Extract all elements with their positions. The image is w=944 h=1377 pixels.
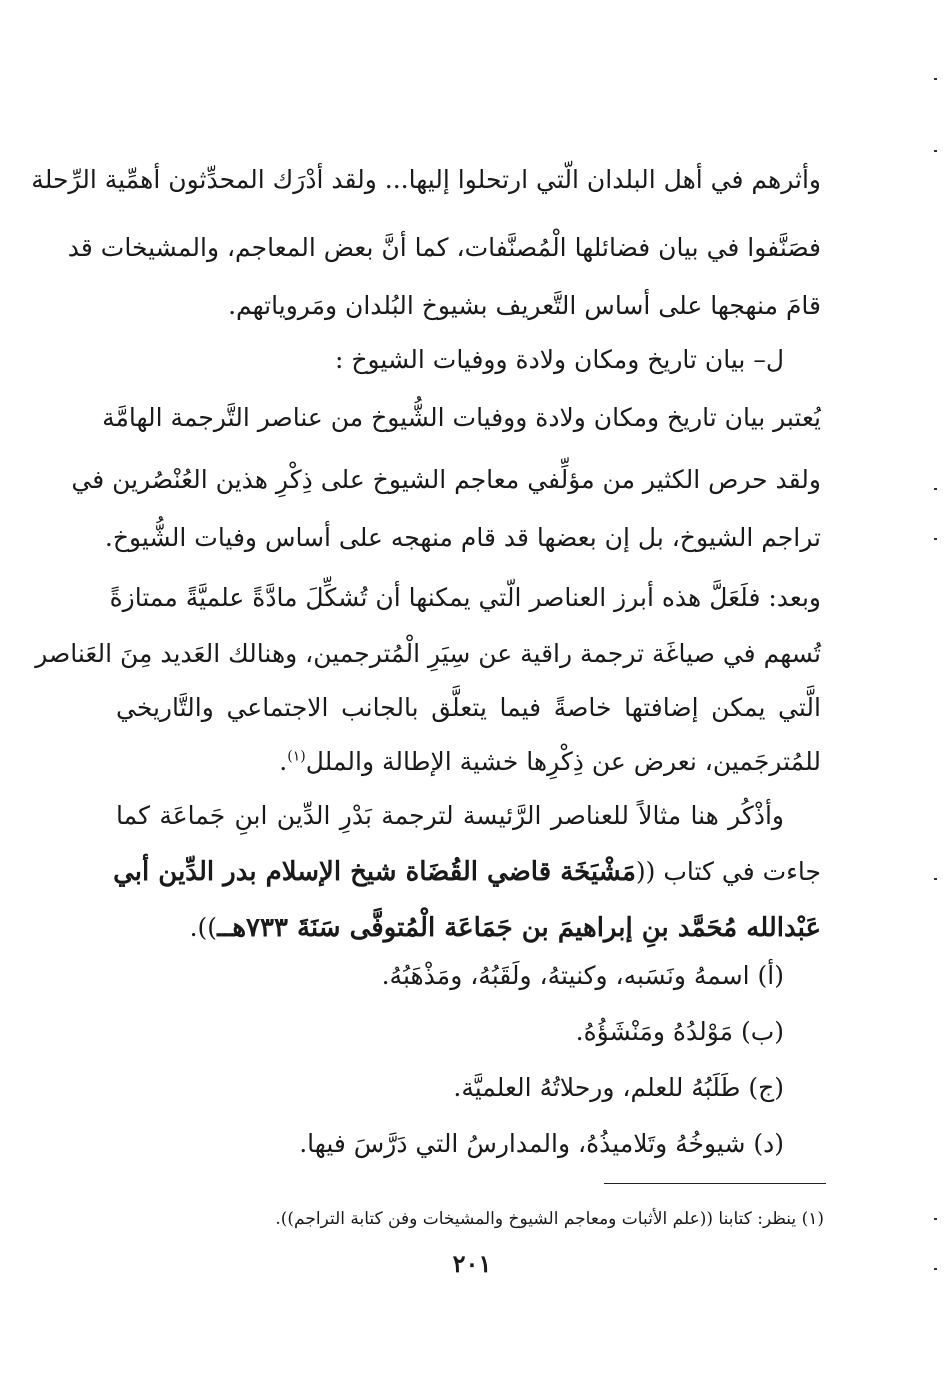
section-heading: ل– بيان تاريخ ومكان ولادة ووفيات الشيوخ : (335, 345, 784, 374)
paragraph-line: الَّتي يمكن إضافتها خاصةً فيما يتعلَّق بالجانب الاجتماعي والتَّاريخي (116, 693, 821, 722)
paragraph-line: فصَنَّفوا في بيان فضائلها الْمُصنَّفات، كما أنَّ بعض المعاجم، والمشيخات قد (67, 233, 821, 262)
list-item: (د) شيوخُهُ وتَلاميذُهُ، والمدارسُ التي دَرَّسَ فيها. (299, 1129, 784, 1158)
scan-artifact (934, 538, 937, 540)
list-item: (ب) مَوْلدُهُ ومَنْشَؤُهُ. (575, 1017, 784, 1046)
scan-artifact (934, 78, 937, 80)
scan-artifact (934, 488, 937, 490)
footnote-reference[interactable]: (١) (287, 748, 306, 765)
scan-artifact (934, 150, 937, 152)
book-close: )). (189, 913, 218, 942)
list-item: (أ) اسمهُ ونَسَبه، وكنيتهُ، ولَقَبُهُ، ومَذْهَبُهُ. (381, 961, 784, 990)
paragraph-line: ولقد حرص الكثير من مؤلِّفي معاجم الشيوخ على ذِكْرِ هذين العُنْصُرين في (71, 465, 821, 494)
footnote: (١) ينظر: كتابنا ((علم الأثبات ومعاجم الشيوخ والمشيخات وفن كتابة التراجم)). (275, 1209, 824, 1229)
paragraph-line (116, 908, 821, 948)
paragraph-line: وأذْكُر هنا مثالاً للعناصر الرَّئيسة لترجمة بَدْرِ الدِّين ابنِ جَماعَة كما (116, 801, 784, 830)
paragraph-line: يُعتبر بيان تاريخ ومكان ولادة ووفيات الشُّيوخ من عناصر التَّرجمة الهامَّة (102, 403, 821, 432)
line-end-mark: . (279, 747, 288, 776)
scan-artifact (934, 1218, 937, 1220)
paragraph-line: تُسهم في صياغَة ترجمة راقية عن سِيَرِ الْمُترجمين، وهنالك العَديد مِنَ العَناصر (35, 639, 821, 668)
paragraph-line (113, 852, 821, 892)
scan-artifact (934, 878, 937, 880)
paragraph-line: قامَ منهجها على أساس التَّعريف بشيوخ البُلدان ومَروياتهم. (228, 291, 821, 320)
paragraph-line: وأثرهم في أهل البلدان الّتي ارتحلوا إليها... ولقد أدْرَك المحدِّثون أهمِّية الرِّحلة (31, 165, 821, 194)
list-item: (ج) طَلَبُهُ للعلم، ورحلاتُهُ العلميَّة. (453, 1073, 784, 1102)
footnote-divider (604, 1183, 826, 1184)
book-intro: جاءت في كتاب (( (635, 857, 821, 886)
paragraph-text: للمُترجَمين، نعرض عن ذِكْرِها خشية الإطالة والملل (305, 747, 821, 776)
scan-artifact (934, 1268, 937, 1270)
book-title: مَشْيَخَة قاضي القُضَاة شيخ الإسلام بدر الدِّين أبي (113, 857, 636, 887)
paragraph-line: تراجم الشيوخ، بل إن بعضها قد قام منهجه على أساس وفيات الشُّيوخ. (104, 523, 821, 552)
book-title: عَبْدالله مُحَمَّد بنِ إبراهيمَ بن جَمَاعَة الْمُتوفَّى سَنَةَ ٧٣٣هــ (217, 913, 821, 943)
paragraph-line: وبعد: فلَعَلَّ هذه أبرز العناصر الّتي يمكنها أن تُشكِّلَ مادَّةً علميَّةً ممتازةً (109, 583, 821, 612)
paragraph-line (116, 742, 821, 782)
page-number: ٢٠١ (452, 1249, 492, 1278)
